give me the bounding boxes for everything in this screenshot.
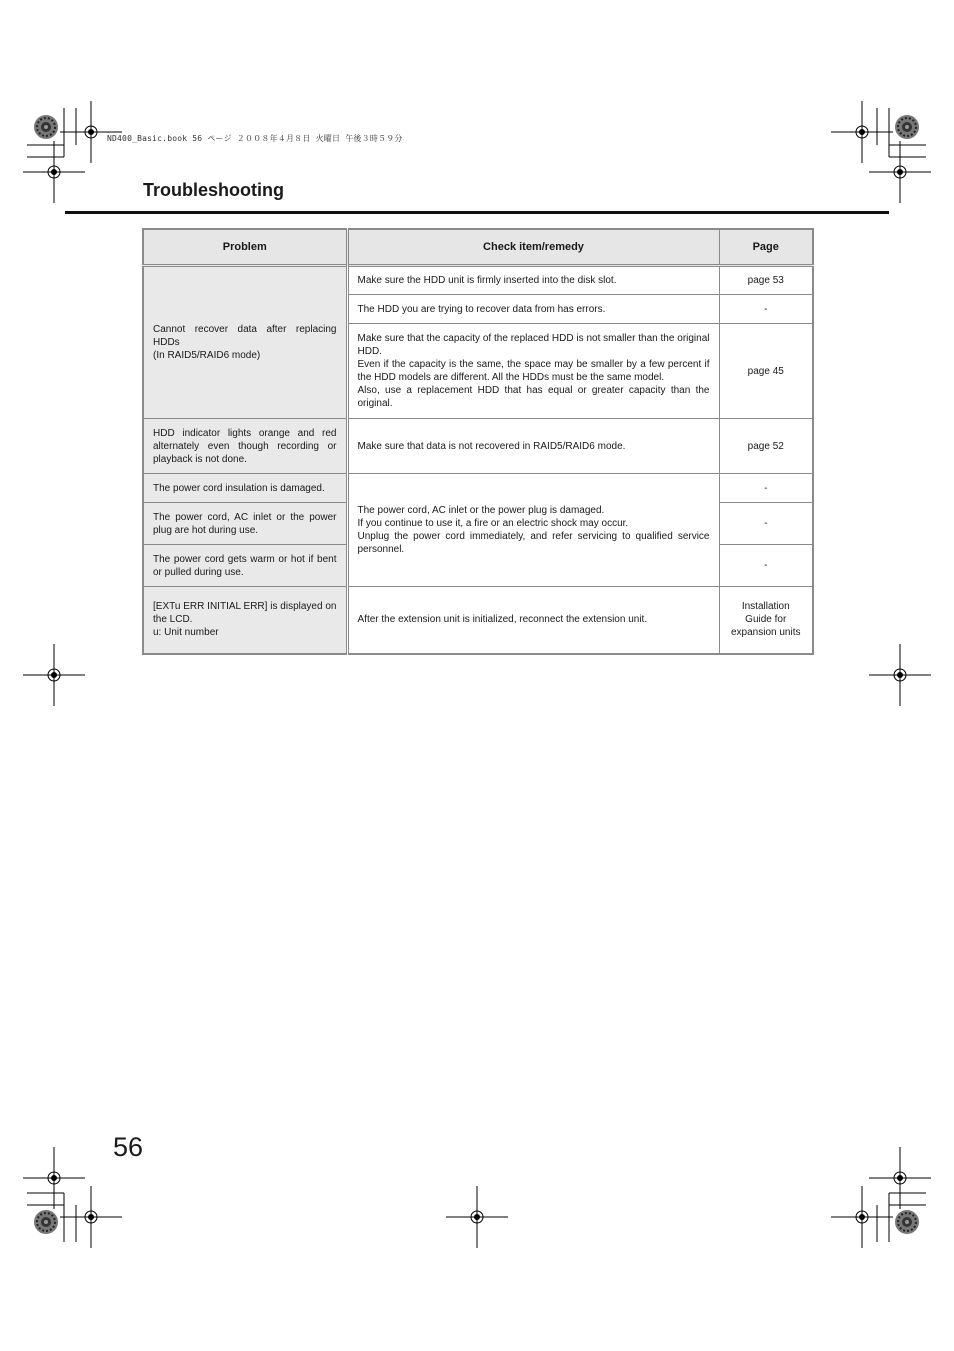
table-header-row xyxy=(143,229,813,266)
remedy-cell: After the extension unit is initialized, reconnect the extension unit. xyxy=(347,587,719,654)
remedy-text: Even if the capacity is the same, the space may be smaller by a few percent if the HDD models are different. All the HDDs must be the same model. xyxy=(357,359,710,383)
remedy-text: If you continue to use it, a fire or an electric shock may occur. xyxy=(357,518,629,529)
troubleshooting-table xyxy=(142,228,814,655)
page-ref: page 45 xyxy=(719,324,813,419)
problem-text: [EXTu ERR INITIAL ERR] is displayed on the LCD. xyxy=(153,601,337,626)
table-row xyxy=(143,587,813,654)
problem-cell xyxy=(143,587,347,654)
title-rule xyxy=(65,211,889,214)
remedy-cell: Make sure that data is not recovered in RAID5/RAID6 mode. xyxy=(347,419,719,474)
page-ref: Installation Guide for expansion units xyxy=(719,587,813,654)
problem-cell xyxy=(143,266,347,419)
remedy-cell xyxy=(347,474,719,587)
problem-cell: HDD indicator lights orange and red alternately even though recording or playback is not done. xyxy=(143,419,347,474)
remedy-cell: The HDD you are trying to recover data from has errors. xyxy=(347,295,719,324)
table-row xyxy=(143,419,813,474)
section-title: Troubleshooting xyxy=(143,180,284,200)
table-row xyxy=(143,266,813,295)
problem-cell: The power cord gets warm or hot if bent or pulled during use. xyxy=(143,545,347,587)
remedy-cell: Make sure the HDD unit is firmly inserted into the disk slot. xyxy=(347,266,719,295)
problem-text: Cannot recover data after replacing HDDs xyxy=(153,324,337,348)
remedy-text: Unplug the power cord immediately, and refer servicing to qualified service personnel. xyxy=(357,531,710,555)
page-ref: page 52 xyxy=(719,419,813,474)
problem-text: u: Unit number xyxy=(153,627,219,639)
remedy-text: The power cord, AC inlet or the power plug is damaged. xyxy=(357,505,605,516)
page-ref: - xyxy=(719,545,813,587)
problem-cell: The power cord insulation is damaged. xyxy=(143,474,347,503)
page-ref: - xyxy=(719,503,813,545)
header-page: Page xyxy=(719,229,813,266)
header-problem: Problem xyxy=(143,229,347,266)
header-remedy: Check item/remedy xyxy=(347,229,719,266)
page-ref: - xyxy=(719,474,813,503)
table-row xyxy=(143,474,813,503)
remedy-text: Make sure that the capacity of the replaced HDD is not smaller than the original HDD. xyxy=(357,333,710,357)
problem-text: (In RAID5/RAID6 mode) xyxy=(153,350,261,361)
remedy-cell xyxy=(347,324,719,419)
remedy-text: Also, use a replacement HDD that has equal or greater capacity than the original. xyxy=(357,385,710,409)
problem-cell: The power cord, AC inlet or the power plug are hot during use. xyxy=(143,503,347,545)
page-number: 56 xyxy=(113,1132,144,1162)
page-ref: - xyxy=(719,295,813,324)
page-ref: page 53 xyxy=(719,266,813,295)
print-header: ND400_Basic.book 56 ページ ２００８年４月８日 火曜日 午後３時５９分 xyxy=(107,134,403,143)
